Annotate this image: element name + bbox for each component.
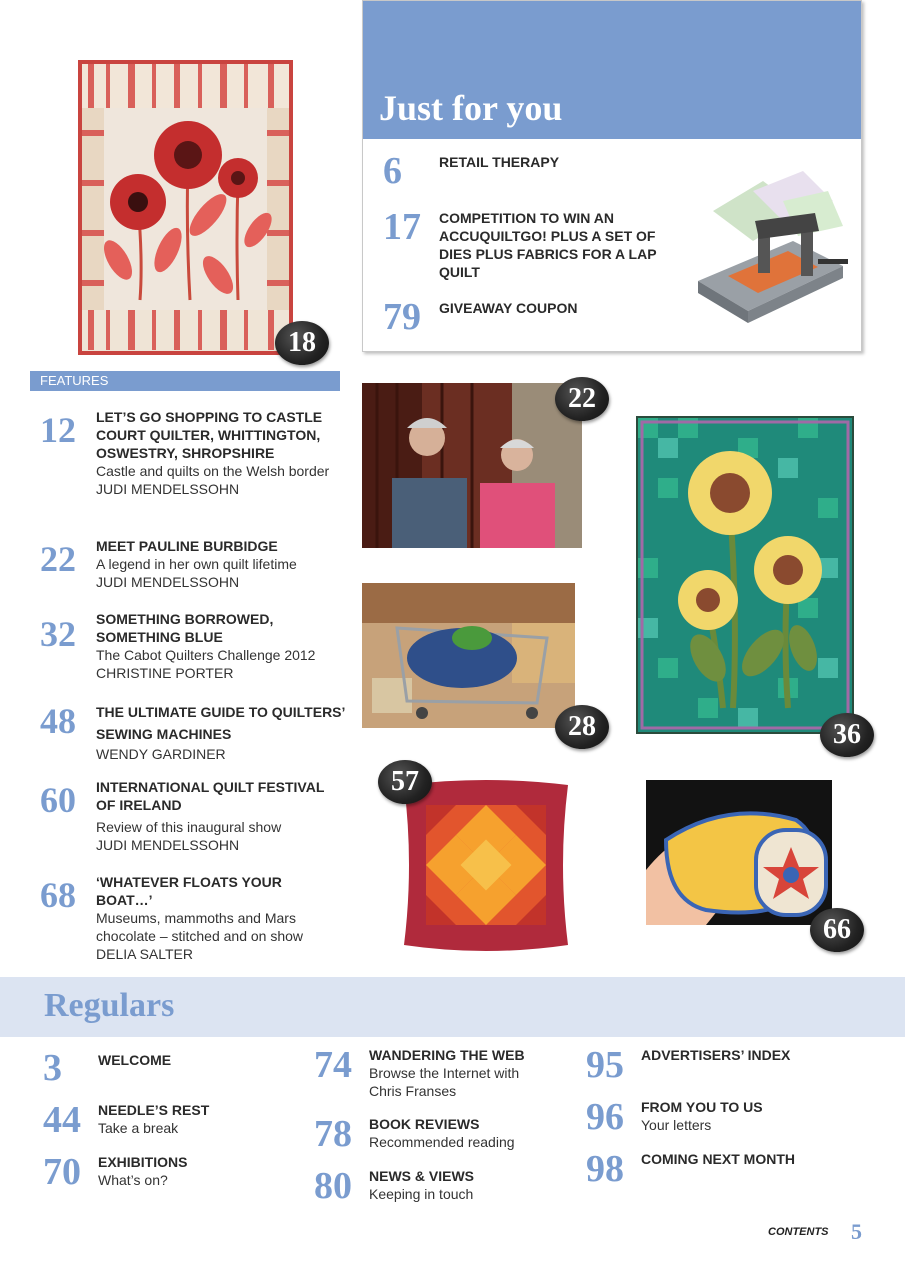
regular-item[interactable] [586, 1149, 846, 1189]
regular-subtitle: Your letters [641, 1117, 712, 1133]
regular-title: COMING NEXT MONTH [641, 1151, 795, 1167]
feature-page-number: 32 [40, 614, 76, 654]
page-badge-22[interactable]: 22 [555, 377, 609, 421]
feature-text [96, 408, 346, 498]
regular-page-number: 78 [314, 1113, 352, 1155]
regular-page-number: 70 [43, 1151, 81, 1193]
jfy-page-number: 79 [383, 296, 421, 338]
regular-item[interactable] [314, 1166, 574, 1206]
feature-page-number: 60 [40, 780, 76, 820]
feature-author: DELIA SALTER [96, 946, 194, 962]
feature-title: INTERNATIONAL QUILT FESTIVAL OF IRELAND [96, 779, 325, 813]
regular-page-number: 98 [586, 1148, 624, 1190]
regular-text [98, 1101, 298, 1137]
feature-page-number: 48 [40, 701, 76, 741]
feature-author: JUDI MENDELSSOHN [96, 481, 240, 497]
regular-page-number: 80 [314, 1165, 352, 1207]
feature-author: JUDI MENDELSSOHN [96, 837, 240, 853]
regular-title: EXHIBITIONS [98, 1154, 188, 1170]
regular-item[interactable] [314, 1045, 574, 1100]
regular-title: NEWS & VIEWS [369, 1168, 475, 1184]
feature-text [96, 537, 346, 591]
regular-title: WANDERING THE WEB [369, 1047, 525, 1063]
just-for-you-box [362, 0, 862, 352]
feature-page-number: 68 [40, 875, 76, 915]
features-label: FEATURES [40, 373, 109, 388]
feature-title: LET’S GO SHOPPING TO CASTLE COURT QUILTER, WHITTINGTON, OSWESTRY, SHROPSHIRE [96, 409, 323, 461]
jfy-item[interactable] [383, 151, 683, 191]
just-for-you-header [363, 1, 861, 139]
cutting-machine-image [693, 171, 853, 331]
jfy-title: COMPETITION TO WIN AN ACCUQUILTGO! PLUS A SET OF DIES PLUS FABRICS FOR A LAP QUILT [439, 210, 657, 280]
regular-page-number: 3 [43, 1047, 62, 1089]
shopping-trolley-photo [362, 583, 575, 728]
feature-title: MEET PAULINE BURBIDGE [96, 538, 278, 554]
page-badge-18[interactable]: 18 [275, 321, 329, 365]
regular-item[interactable] [314, 1114, 574, 1154]
jfy-title: GIVEAWAY COUPON [439, 300, 578, 316]
regular-title: BOOK REVIEWS [369, 1116, 480, 1132]
oven-glove-image [646, 780, 832, 925]
regular-subtitle: Keeping in touch [369, 1186, 474, 1202]
feature-title: ‘WHATEVER FLOATS YOUR BOAT…’ [96, 874, 282, 908]
page-badge-36[interactable]: 36 [820, 713, 874, 757]
people-photo [362, 383, 582, 548]
page-badge-66[interactable]: 66 [810, 908, 864, 952]
regular-subtitle: Browse the Internet with Chris Franses [369, 1065, 520, 1099]
feature-item[interactable] [40, 778, 340, 858]
regular-text [369, 1115, 569, 1151]
regular-subtitle: What’s on? [98, 1172, 168, 1188]
feature-page-number: 22 [40, 539, 76, 579]
poppy-quilt-image [78, 60, 293, 355]
regular-text [641, 1046, 841, 1064]
feature-subtitle: The Cabot Quilters Challenge 2012 [96, 647, 316, 663]
regular-page-number: 74 [314, 1044, 352, 1086]
sunflower-quilt-image [636, 416, 854, 734]
regular-title: NEEDLE’S REST [98, 1102, 210, 1118]
feature-page-number: 12 [40, 410, 76, 450]
just-for-you-heading: Just for you [379, 88, 563, 128]
feature-title: SOMETHING BORROWED, SOMETHING BLUE [96, 611, 274, 645]
regular-page-number: 96 [586, 1096, 624, 1138]
regular-text [641, 1150, 841, 1168]
feature-text [96, 610, 326, 682]
regular-item[interactable] [43, 1100, 303, 1140]
regular-subtitle: Take a break [98, 1120, 179, 1136]
feature-text [96, 701, 346, 763]
feature-item[interactable] [40, 701, 345, 762]
regular-title: FROM YOU TO US [641, 1099, 763, 1115]
regular-page-number: 44 [43, 1099, 81, 1141]
regular-text [98, 1153, 298, 1189]
feature-author: WENDY GARDINER [96, 746, 226, 762]
cushion-image [398, 775, 574, 955]
feature-item[interactable] [40, 873, 340, 963]
jfy-page-number: 17 [383, 206, 421, 248]
feature-subtitle: A legend in her own quilt lifetime [96, 556, 297, 572]
feature-author: CHRISTINE PORTER [96, 665, 234, 681]
feature-subtitle: Museums, mammoths and Mars chocolate – stitched and on show [96, 910, 304, 944]
footer-section-label: CONTENTS [768, 1226, 829, 1238]
feature-title: THE ULTIMATE GUIDE TO QUILTERS’ SEWING MACHINES [96, 704, 345, 742]
regular-title: ADVERTISERS’ INDEX [641, 1047, 791, 1063]
feature-text [96, 873, 321, 963]
regular-item[interactable] [43, 1048, 303, 1088]
regulars-band [0, 977, 905, 1037]
page-badge-57[interactable]: 57 [378, 760, 432, 804]
regular-text [641, 1098, 841, 1134]
regular-title: WELCOME [98, 1052, 172, 1068]
feature-item[interactable] [40, 537, 340, 597]
regular-page-number: 95 [586, 1044, 624, 1086]
regular-item[interactable] [586, 1045, 846, 1085]
jfy-title: RETAIL THERAPY [439, 154, 560, 170]
feature-subtitle: Castle and quilts on the Welsh border [96, 463, 330, 479]
page-badge-28[interactable]: 28 [555, 705, 609, 749]
features-label-bar [30, 371, 340, 391]
footer-page-number: 5 [851, 1219, 862, 1244]
regular-text [369, 1046, 549, 1100]
regular-text [369, 1167, 569, 1203]
feature-item[interactable] [40, 610, 340, 685]
feature-subtitle: Review of this inaugural show [96, 819, 282, 835]
jfy-item[interactable] [383, 207, 703, 287]
regulars-heading: Regulars [44, 987, 175, 1024]
regular-text [98, 1051, 298, 1069]
feature-text [96, 778, 326, 854]
regular-item[interactable] [586, 1097, 846, 1137]
feature-author: JUDI MENDELSSOHN [96, 574, 240, 590]
regular-subtitle: Recommended reading [369, 1134, 515, 1150]
jfy-item[interactable] [383, 297, 683, 337]
feature-item[interactable] [40, 408, 340, 523]
jfy-page-number: 6 [383, 150, 402, 192]
regular-item[interactable] [43, 1152, 303, 1192]
